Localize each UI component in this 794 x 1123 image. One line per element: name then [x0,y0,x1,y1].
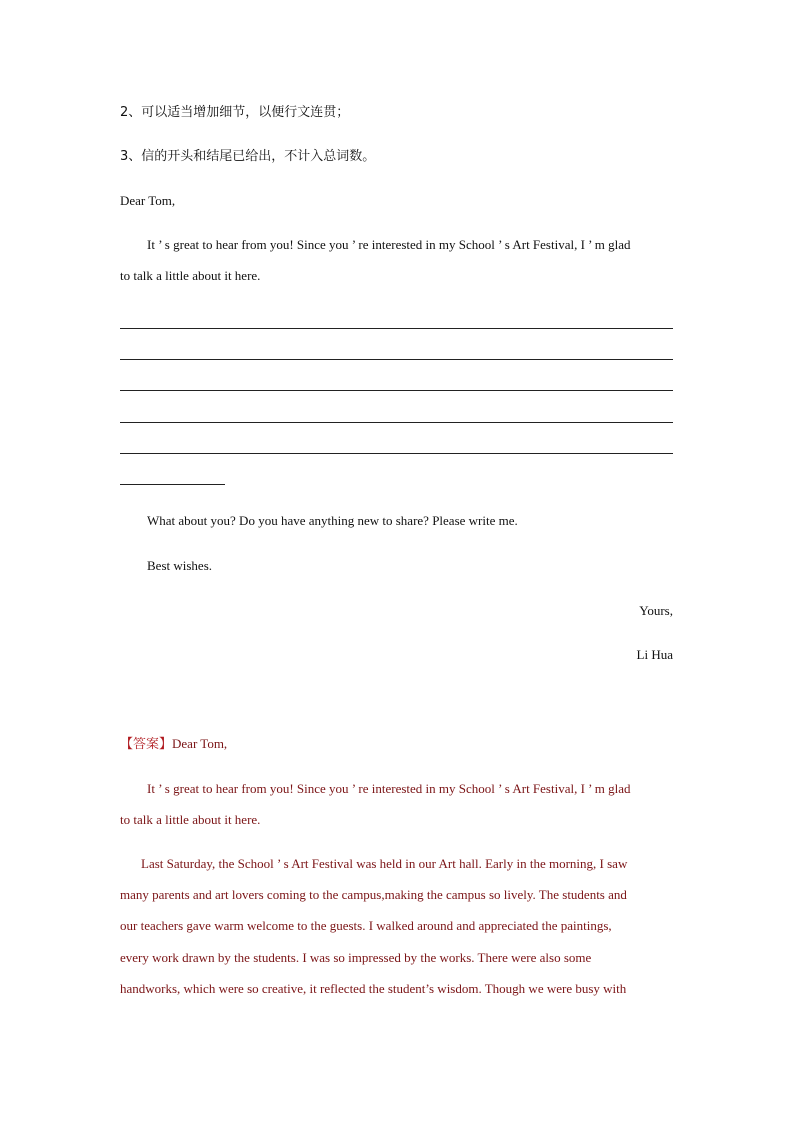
instruction-3: 3、信的开头和结尾已给出，不计入总词数。 [120,149,376,164]
writing-blank-line-short[interactable] [120,484,225,485]
answer-body-line: our teachers gave warm welcome to the guests. I walked around and appreciated the paintings, [120,918,612,933]
writing-blank-line[interactable] [120,390,673,391]
answer-tag: 【答案】 [120,737,173,752]
answer-body-line: many parents and art lovers coming to the campus,making the campus so lively. The students and [120,887,627,902]
answer-salutation: Dear Tom, [172,736,228,751]
writing-blank-line[interactable] [120,453,673,454]
letter-closing-line: What about you? Do you have anything new to share? Please write me. [147,513,518,528]
writing-blank-line[interactable] [120,359,673,360]
instruction-2: 2、可以适当增加细节，以便行文连贯； [120,105,350,120]
letter-signature: Li Hua [636,647,673,662]
answer-opening-line-1: It ’ s great to hear from you! Since you ’ re interested in my School ’ s Art Festival, I ’ m glad [147,781,631,796]
answer-salutation-line [120,735,227,754]
answer-opening-line-2: to talk a little about it here. [120,812,261,827]
letter-salutation: Dear Tom, [120,193,176,208]
answer-body-line: handworks, which were so creative, it reflected the student’s wisdom. Though we were busy with [120,981,627,996]
answer-body-line: every work drawn by the students. I was so impressed by the works. There were also some [120,950,592,965]
letter-wishes: Best wishes. [147,558,212,573]
letter-signoff: Yours, [639,603,673,618]
letter-opening-line-1: It ’ s great to hear from you! Since you ’ re interested in my School ’ s Art Festival, I ’ m glad [147,237,631,252]
answer-body-line: Last Saturday, the School ’ s Art Festival was held in our Art hall. Early in the morning, I saw [141,856,628,871]
writing-blank-line[interactable] [120,422,673,423]
writing-blank-line[interactable] [120,328,673,329]
letter-opening-line-2: to talk a little about it here. [120,268,261,283]
